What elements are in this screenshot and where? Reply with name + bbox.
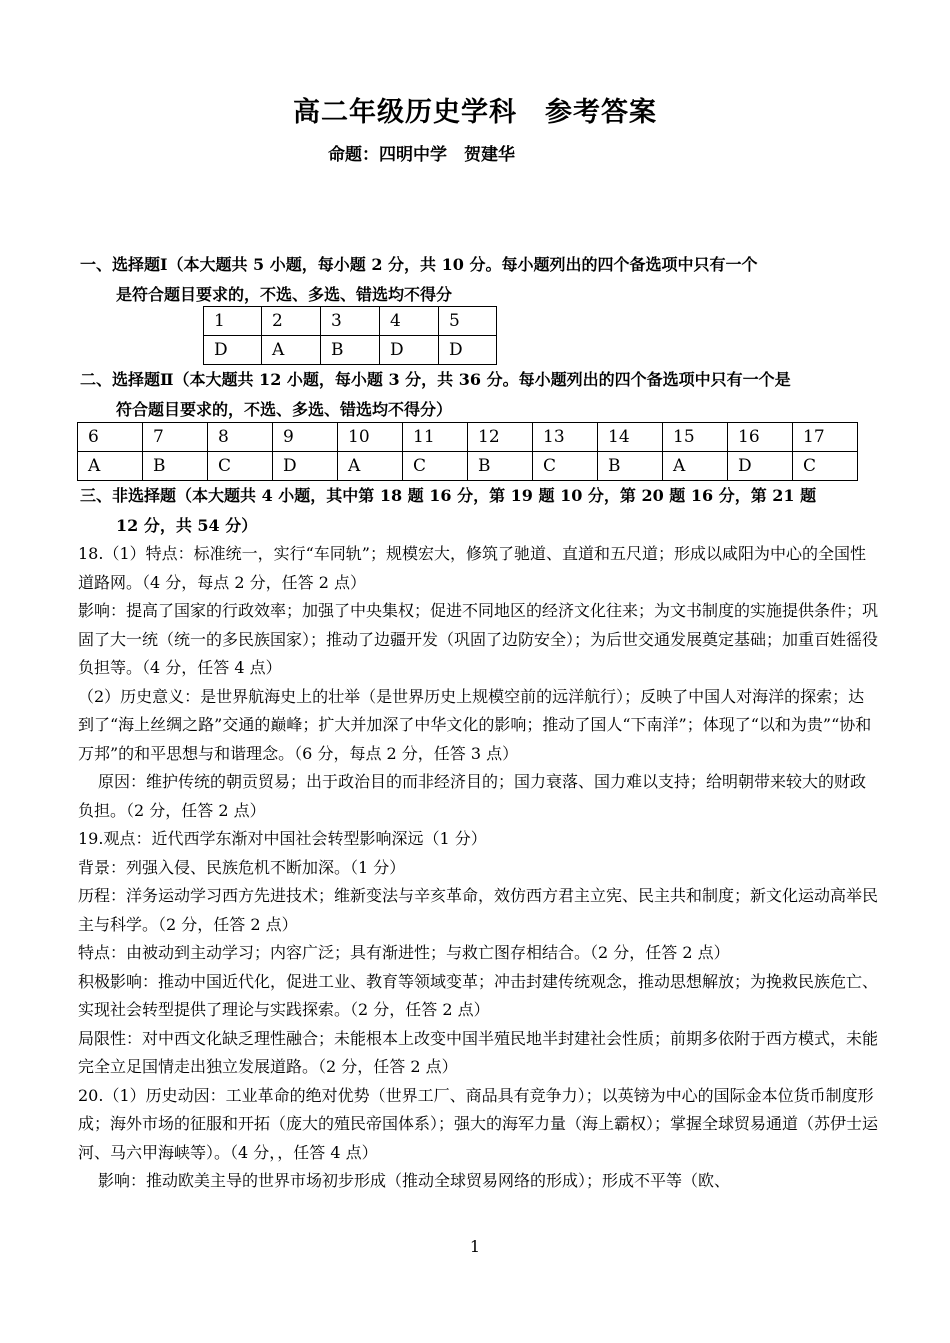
table-cell: D bbox=[439, 336, 497, 365]
section2-heading-line1: 二、选择题Ⅱ（本大题共 12 小题，每小题 3 分，共 36 分。每小题列出的四个备选项中只有一个是 bbox=[80, 370, 791, 389]
section3-heading bbox=[80, 481, 880, 541]
section2-heading bbox=[80, 365, 880, 425]
table-cell: C bbox=[403, 452, 468, 481]
table-cell: 14 bbox=[598, 423, 663, 452]
author-line: 命题：四明中学 贺建华 bbox=[328, 145, 515, 165]
table-cell: A bbox=[338, 452, 403, 481]
paragraph-q20-part1-impact: 影响：推动欧美主导的世界市场初步形成（推动全球贸易网络的形成）；形成不平等（欧、 bbox=[98, 1171, 731, 1190]
answer-body bbox=[78, 540, 878, 1196]
table-cell: 8 bbox=[208, 423, 273, 452]
table-cell: A bbox=[262, 336, 321, 365]
paragraph-q19-viewpoint: 19.观点：近代西学东渐对中国社会转型影响深远（1 分） bbox=[78, 829, 487, 848]
table-cell: 13 bbox=[533, 423, 598, 452]
table-cell: 12 bbox=[468, 423, 533, 452]
table-cell: 17 bbox=[793, 423, 858, 452]
table-cell: C bbox=[533, 452, 598, 481]
table-row-numbers bbox=[204, 307, 497, 336]
paragraph-q19-positive-impact: 积极影响：推动中国近代化，促进工业、教育等领域变革；冲击封建传统观念，推动思想解放；为挽救民族危亡、实现社会转型提供了理论与实践探索。（2 分，任答 2 点） bbox=[78, 971, 879, 1019]
table-cell: C bbox=[208, 452, 273, 481]
table-cell: D bbox=[380, 336, 439, 365]
table-row-answers bbox=[204, 336, 497, 365]
paragraph-q19-process: 历程：洋务运动学习西方先进技术；维新变法与辛亥革命，效仿西方君主立宪、民主共和制度；新文化运动高举民主与科学。（2 分，任答 2 点） bbox=[78, 886, 879, 934]
table-cell: B bbox=[143, 452, 208, 481]
paragraph-q18-part1-impact: 影响：提高了国家的行政效率；加强了中央集权；促进不同地区的经济文化往来；为文书制度的实施提供条件；巩固了大一统（统一的多民族国家）；推动了边疆开发（巩固了边防安全）；为后世交通发展奠定基础；加重百姓徭役负担等。（4 分，任答 4 点） bbox=[78, 601, 879, 677]
table-cell: 2 bbox=[262, 307, 321, 336]
table-cell: 3 bbox=[321, 307, 380, 336]
table-cell: 1 bbox=[204, 307, 262, 336]
section2-answer-table bbox=[77, 422, 858, 481]
paragraph-q19-limitations: 局限性：对中西文化缺乏理性融合；未能根本上改变中国半殖民地半封建社会性质；前期多依附于西方模式，未能完全立足国情走出独立发展道路。（2 分，任答 2 点） bbox=[78, 1028, 879, 1076]
table-cell: 10 bbox=[338, 423, 403, 452]
page-number: 1 bbox=[469, 1237, 481, 1256]
table-cell: B bbox=[598, 452, 663, 481]
table-cell: 15 bbox=[663, 423, 728, 452]
section1-heading bbox=[80, 250, 880, 310]
table-cell: A bbox=[78, 452, 143, 481]
table-cell: 6 bbox=[78, 423, 143, 452]
table-row-numbers bbox=[78, 423, 858, 452]
section1-answer-table bbox=[203, 306, 497, 365]
paragraph-q18-part1-features: 18.（1）特点：标准统一，实行“车同轨”；规模宏大，修筑了驰道、直道和五尺道；形成以咸阳为中心的全国性道路网。（4 分，每点 2 分，任答 2 点） bbox=[78, 544, 866, 592]
table-cell: B bbox=[468, 452, 533, 481]
page-title: 高二年级历史学科 参考答案 bbox=[293, 97, 657, 128]
table-row-answers bbox=[78, 452, 858, 481]
table-cell: D bbox=[204, 336, 262, 365]
section1-heading-line1: 一、选择题Ⅰ（本大题共 5 小题，每小题 2 分，共 10 分。每小题列出的四个备选项中只有一个 bbox=[80, 255, 758, 274]
table-cell: 4 bbox=[380, 307, 439, 336]
table-cell: 11 bbox=[403, 423, 468, 452]
table-cell: 7 bbox=[143, 423, 208, 452]
section3-heading-line2: 12 分，共 54 分） bbox=[116, 516, 258, 535]
table-cell: 5 bbox=[439, 307, 497, 336]
table-cell: B bbox=[321, 336, 380, 365]
paragraph-q18-part2-significance: （2）历史意义：是世界航海史上的壮举（是世界历史上规模空前的远洋航行）；反映了中国人对海洋的探索；达到了“海上丝绸之路”交通的巅峰；扩大并加深了中华文化的影响；推动了国人“下南洋”；体现了“以和为贵”“协和万邦”的和平思想与和谐理念。（6 分，每点 2 分，任答 3 点） bbox=[78, 686, 872, 763]
paragraph-q20-part1-motives: 20.（1）历史动因：工业革命的绝对优势（世界工厂、商品具有竞争力）；以英镑为中心的国际金本位货币制度形成；海外市场的征服和开拓（庞大的殖民帝国体系）；强大的海军力量（海上霸权）；掌握全球贸易通道（苏伊士运河、马六甲海峡等）。（4 分，，任答 4 点） bbox=[78, 1085, 879, 1162]
paragraph-q19-background: 背景：列强入侵、民族危机不断加深。（1 分） bbox=[78, 857, 406, 877]
paragraph-q18-part2-reasons: 原因：维护传统的朝贡贸易；出于政治目的而非经济目的；国力衰落、国力难以支持；给明朝带来较大的财政负担。（2 分，任答 2 点） bbox=[78, 772, 867, 820]
table-cell: A bbox=[663, 452, 728, 481]
table-cell: C bbox=[793, 452, 858, 481]
paragraph-q19-features: 特点：由被动到主动学习；内容广泛；具有渐进性；与救亡图存相结合。（2 分，任答 2 点） bbox=[78, 943, 730, 962]
section3-heading-line1: 三、非选择题（本大题共 4 小题，其中第 18 题 16 分，第 19 题 10 分，第 20 题 16 分，第 21 题 bbox=[80, 486, 817, 505]
table-cell: D bbox=[728, 452, 793, 481]
section2-heading-line2: 符合题目要求的，不选、多选、错选均不得分） bbox=[116, 400, 453, 419]
table-cell: 9 bbox=[273, 423, 338, 452]
section1-heading-line2: 是符合题目要求的，不选、多选、错选均不得分 bbox=[116, 285, 453, 304]
table-cell: D bbox=[273, 452, 338, 481]
table-cell: 16 bbox=[728, 423, 793, 452]
